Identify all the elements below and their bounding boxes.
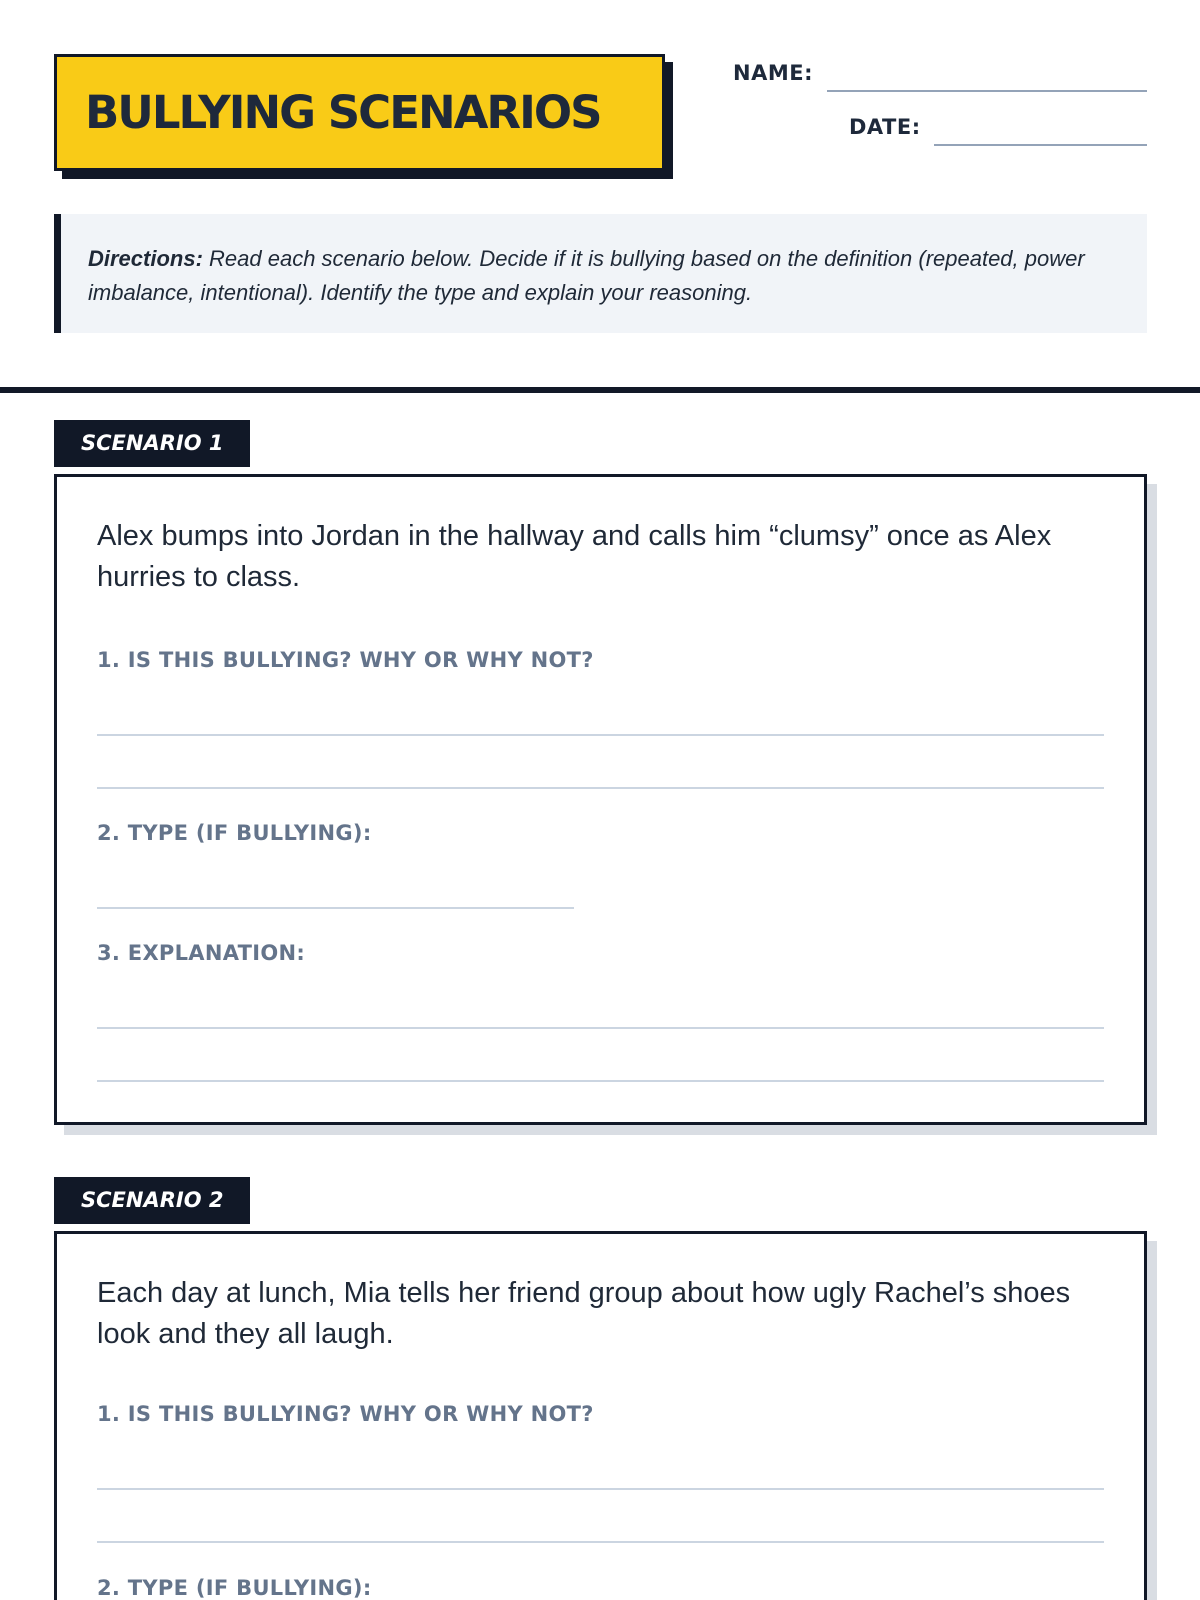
scenario-1-tag: SCENARIO 1 <box>54 420 250 467</box>
date-label: DATE: <box>849 115 921 139</box>
page-title: BULLYING SCENARIOS <box>85 86 601 139</box>
name-field[interactable] <box>827 90 1147 92</box>
scenario-2-card <box>54 1231 1147 1600</box>
scenario-1-type-line[interactable] <box>97 907 574 909</box>
scenario-1-question-3: 3. EXPLANATION: <box>97 941 306 965</box>
directions-label: Directions: <box>88 246 203 271</box>
title-banner <box>54 54 665 171</box>
scenario-1-text: Alex bumps into Jordan in the hallway and calls him “clumsy” once as Alex hurries to class. <box>97 520 1052 593</box>
name-label: NAME: <box>733 61 813 85</box>
section-divider <box>0 387 1200 393</box>
scenario-1-question-2: 2. TYPE (IF BULLYING): <box>97 821 372 845</box>
scenario-2-answer-line-2[interactable] <box>97 1541 1104 1543</box>
scenario-1-answer-line-1[interactable] <box>97 734 1104 736</box>
directions-text: Read each scenario below. Decide if it is bullying based on the definition (repeated, power imbalance, intentional). Identify the type and explain your reasoning. <box>88 246 1085 305</box>
scenario-1-question-1: 1. IS THIS BULLYING? WHY OR WHY NOT? <box>97 648 594 672</box>
scenario-2-answer-line-1[interactable] <box>97 1488 1104 1490</box>
scenario-1-answer-line-2[interactable] <box>97 787 1104 789</box>
directions-box <box>54 214 1147 333</box>
scenario-2-question-2: 2. TYPE (IF BULLYING): <box>97 1576 372 1600</box>
scenario-1-explanation-line-2[interactable] <box>97 1080 1104 1082</box>
scenario-2-question-1: 1. IS THIS BULLYING? WHY OR WHY NOT? <box>97 1402 594 1426</box>
scenario-1-explanation-line-1[interactable] <box>97 1027 1104 1029</box>
date-field[interactable] <box>934 144 1147 146</box>
scenario-2-tag: SCENARIO 2 <box>54 1177 250 1224</box>
scenario-1-card <box>54 474 1147 1125</box>
scenario-2-text: Each day at lunch, Mia tells her friend group about how ugly Rachel’s shoes look and they all laugh. <box>97 1277 1071 1350</box>
